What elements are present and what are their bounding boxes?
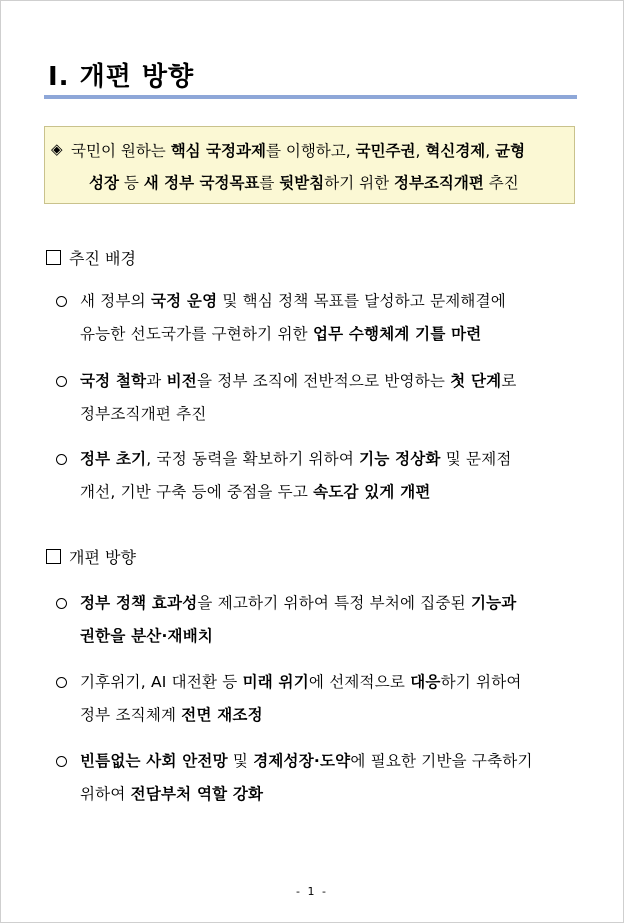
emphasized-text: 권한을 분산·재배치: [80, 627, 214, 645]
emphasized-text: 빈틈없는 사회 안전망: [80, 752, 228, 770]
emphasized-text: 첫 단계: [450, 372, 502, 390]
item-line: [80, 322, 481, 344]
section-heading-direction: [46, 545, 136, 568]
body-text: 에 필요한 기반을 구축하기: [350, 752, 533, 770]
item-line: [80, 447, 512, 469]
summary-line-2: [89, 171, 519, 193]
emphasized-text: 대응: [410, 673, 441, 691]
emphasized-text: 미래 위기: [242, 673, 309, 691]
page-title: Ⅰ. 개편 방향: [48, 62, 195, 92]
item-line: [80, 782, 263, 804]
body-text: 개선, 기반 구축 등에 중점을 두고: [80, 483, 314, 501]
emphasized-text: 전담부처 역할 강화: [130, 785, 264, 803]
body-text: 기후위기, AI 대전환 등: [80, 673, 243, 691]
body-text: 로: [501, 372, 517, 390]
circle-bullet-icon: [56, 677, 67, 688]
emphasized-text: 속도감 있게 개편: [313, 483, 431, 501]
item-line: [80, 480, 431, 502]
body-text: 유능한 선도국가를 구현하기 위한: [80, 325, 313, 343]
emphasized-text: 기능 정상화: [359, 450, 441, 468]
emphasized-text: 핵심 국정과제: [170, 142, 266, 160]
circle-bullet-icon: [56, 598, 67, 609]
emphasized-text: 기능과: [470, 594, 517, 612]
body-text: 과: [146, 372, 167, 390]
body-text: ,: [415, 142, 426, 160]
body-text: 하기 위하여: [440, 673, 522, 691]
body-text: 등: [118, 174, 144, 192]
page-number: - 1 -: [296, 885, 328, 898]
emphasized-text: 새 정부 국정목표: [143, 174, 260, 192]
body-text: ,: [485, 142, 496, 160]
body-text: 를 이행하고,: [265, 142, 356, 160]
emphasized-text: 국민주권: [355, 142, 416, 160]
body-text: 정부조직개편 추진: [80, 405, 207, 423]
section-heading-label: 추진 배경: [69, 249, 136, 268]
circle-bullet-icon: [56, 376, 67, 387]
body-text: 에 선제적으로: [308, 673, 411, 691]
emphasized-text: 정부 정책 효과성: [80, 594, 198, 612]
square-bullet-icon: [46, 549, 61, 564]
title-underline: [44, 95, 577, 99]
item-line: [80, 289, 506, 311]
summary-line-1: [71, 139, 525, 161]
body-text: 추진: [483, 174, 519, 192]
emphasized-text: 뒷받침: [279, 174, 325, 192]
body-text: 새 정부의: [80, 292, 151, 310]
emphasized-text: 성장: [89, 174, 119, 192]
diamond-marker-icon: ◈: [51, 140, 63, 158]
circle-bullet-icon: [56, 454, 67, 465]
item-line: [80, 670, 522, 692]
section-heading-label: 개편 방향: [69, 548, 136, 567]
item-line: [80, 703, 263, 725]
body-text: 및 핵심 정책 목표를 달성하고 문제해결에: [217, 292, 506, 310]
section-heading-background: [46, 246, 136, 269]
emphasized-text: 정부조직개편: [393, 174, 484, 192]
emphasized-text: 비전: [166, 372, 197, 390]
emphasized-text: 혁신경제: [425, 142, 486, 160]
body-text: 를: [259, 174, 280, 192]
body-text: 및: [227, 752, 254, 770]
summary-box: [44, 126, 575, 204]
body-text: 위하여: [80, 785, 131, 803]
square-bullet-icon: [46, 250, 61, 265]
emphasized-text: 경제성장·도약: [253, 752, 351, 770]
emphasized-text: 국정 운영: [150, 292, 218, 310]
emphasized-text: 균형: [495, 142, 526, 160]
emphasized-text: 업무 수행체계 기틀 마련: [312, 325, 482, 343]
item-line: [80, 749, 533, 771]
body-text: , 국정 동력을 확보하기 위하여: [146, 450, 360, 468]
item-line: [80, 402, 207, 424]
circle-bullet-icon: [56, 296, 67, 307]
body-text: 하기 위한: [324, 174, 394, 192]
emphasized-text: 국정 철학: [80, 372, 147, 390]
emphasized-text: 전면 재조정: [181, 706, 263, 724]
item-line: [80, 624, 213, 646]
circle-bullet-icon: [56, 756, 67, 767]
item-line: [80, 369, 517, 391]
body-text: 을 제고하기 위하여 특정 부처에 집중된: [197, 594, 471, 612]
body-text: 및 문제점: [440, 450, 512, 468]
body-text: 을 정부 조직에 전반적으로 반영하는: [196, 372, 451, 390]
item-line: [80, 591, 516, 613]
body-text: 국민이 원하는: [71, 142, 171, 160]
emphasized-text: 정부 초기: [80, 450, 147, 468]
body-text: 정부 조직체계: [80, 706, 182, 724]
